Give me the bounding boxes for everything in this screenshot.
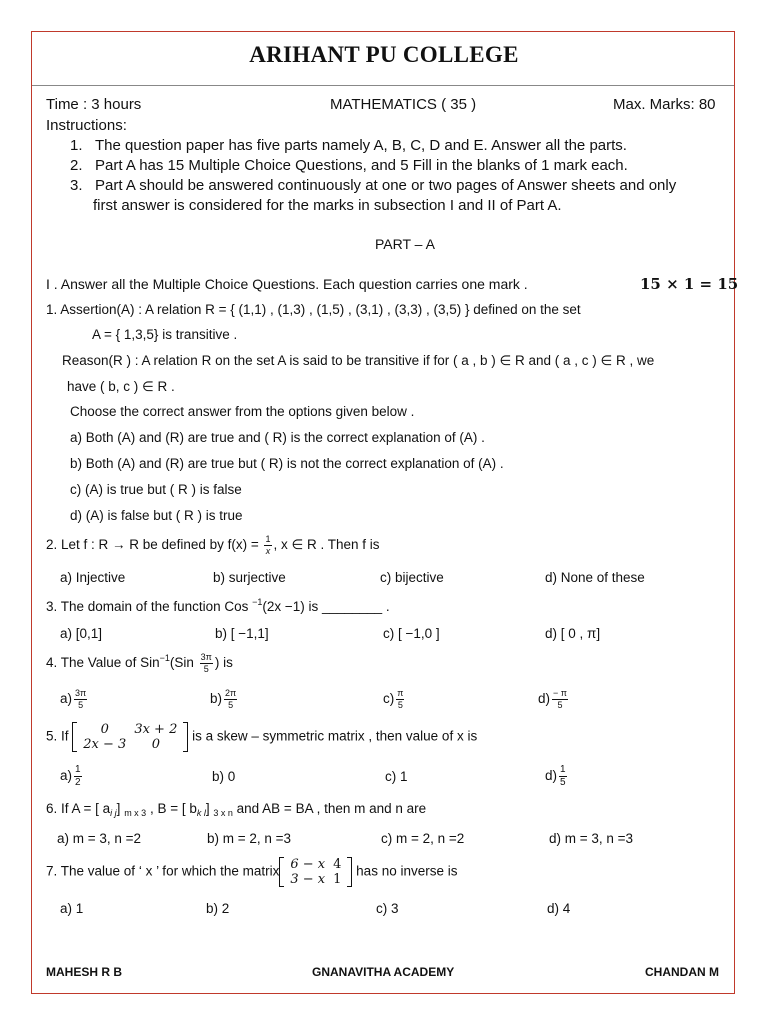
q3-option-b: b) [ −1,1] (215, 626, 269, 641)
q2-fraction: $\frac{1}{x}$ (265, 534, 271, 556)
time-label: Time : 3 hours (46, 96, 142, 113)
subject-label: MATHEMATICS ( 35 ) (330, 96, 477, 113)
q6-option-a: a) m = 3, n =2 (57, 831, 142, 846)
q1-option-d: d) (A) is false but ( R ) is true (70, 508, 243, 523)
q7-option-c: c) 3 (376, 901, 399, 916)
q3-question: 3. The domain of the function Cos $^{-1}$(2x −1) is ________ . (46, 597, 390, 614)
q7-option-b: b) 2 (206, 901, 230, 916)
q1-option-c: c) (A) is true but ( R ) is false (70, 482, 242, 497)
section-marks: 15 × 1 = 15 (640, 275, 739, 293)
q4-option-d: d) $\frac{- \pi}{5}$ (538, 688, 567, 710)
q5-option-a: a) $\frac{1}{2}$ (60, 764, 81, 788)
instruction-3-cont: first answer is considered for the marks in subsection I and II of Part A. (93, 197, 562, 214)
q6-option-c: c) m = 2, n =2 (381, 831, 465, 846)
q4-fraction: $\frac{3\pi}{5}$ (200, 652, 212, 674)
college-title: ARIHANT PU COLLEGE (249, 42, 519, 67)
q5-option-b: b) 0 (212, 769, 236, 784)
footer-author-right: CHANDAN M (645, 965, 719, 979)
instruction-3: 3. Part A should be answered continuously at one or two pages of Answer sheets and only (70, 177, 677, 194)
q2-option-b: b) surjective (213, 570, 286, 585)
q1-reason-cont: have ( b, c ) ∈ R . (67, 379, 175, 394)
q2-option-d: d) None of these (545, 570, 645, 585)
q6-option-b: b) m = 2, n =3 (207, 831, 292, 846)
q2-option-a: a) Injective (60, 570, 126, 585)
q1-option-a: a) Both (A) and (R) are true and ( R) is the correct explanation of (A) . (70, 430, 485, 445)
q7-matrix: 6 − x 4 3 − x 1 (279, 857, 352, 887)
q1-reason: Reason(R ) : A relation R on the set A is said to be transitive if for ( a , b ) ∈ R and ( a , c ) ∈ R , we (62, 353, 655, 368)
q5-matrix: 0 3x + 2 2x − 3 0 (72, 722, 188, 752)
q6-option-d: d) m = 3, n =3 (549, 831, 634, 846)
q7-option-d: d) 4 (547, 901, 571, 916)
q7-question: 7. The value of ‘ x ’ for which the matrix 6 − x 4 3 − x 1 has no inverse is (46, 857, 458, 887)
q3-option-a: a) [0,1] (60, 626, 103, 641)
q4-option-b: b) $\frac{2\pi}{5}$ (210, 688, 237, 710)
q6-question: 6. If A = [ $a_{i j}$] $_{m x 3}$ , B = [ $b_{k l}$] $_{3 x n}$ and AB = BA , then m and n are (46, 801, 427, 818)
q1-set: A = { 1,3,5} is transitive . (92, 327, 238, 342)
footer-academy: GNANAVITHA ACADEMY (312, 965, 455, 979)
header-divider (32, 85, 734, 86)
q5-option-c: c) 1 (385, 769, 408, 784)
instructions-heading: Instructions: (46, 117, 127, 134)
q4-option-c: c) $\frac{\pi}{5}$ (383, 688, 404, 710)
part-title: PART – A (375, 236, 435, 252)
q7-option-a: a) 1 (60, 901, 84, 916)
q3-option-c: c) [ −1,0 ] (383, 626, 440, 641)
q5-question: 5. If 0 3x + 2 2x − 3 0 is a skew – symmetric matrix , then value of x is (46, 722, 478, 752)
q4-option-a: a) $\frac{3\pi}{5}$ (60, 688, 87, 710)
q1-assertion: 1. Assertion(A) : A relation R = { (1,1) , (1,3) , (1,5) , (3,1) , (3,3) , (3,5) } defined on the set (46, 302, 581, 317)
q4-question: 4. The Value of Sin$^{-1}$(Sin $\frac{3\pi}{5}$ ) is (46, 652, 233, 674)
section-heading: I . Answer all the Multiple Choice Questions. Each question carries one mark . (46, 276, 528, 292)
q5-option-d: d) $\frac{1}{5}$ (545, 764, 566, 788)
instruction-1: 1. The question paper has five parts namely A, B, C, D and E. Answer all the parts. (70, 137, 627, 154)
max-marks-label: Max. Marks: 80 (613, 96, 716, 113)
instruction-2: 2. Part A has 15 Multiple Choice Questions, and 5 Fill in the blanks of 1 mark each. (70, 157, 628, 174)
q1-option-b: b) Both (A) and (R) are true but ( R) is not the correct explanation of (A) . (70, 456, 504, 471)
q3-option-d: d) [ 0 , π] (545, 626, 601, 641)
footer-author-left: MAHESH R B (46, 965, 123, 979)
q2-question: 2. Let f : R → R be defined by f(x) = $\frac{1}{x}$ , x ∈ R . Then f is (46, 534, 380, 556)
q2-option-c: c) bijective (380, 570, 444, 585)
q1-instruction: Choose the correct answer from the options given below . (70, 404, 415, 419)
